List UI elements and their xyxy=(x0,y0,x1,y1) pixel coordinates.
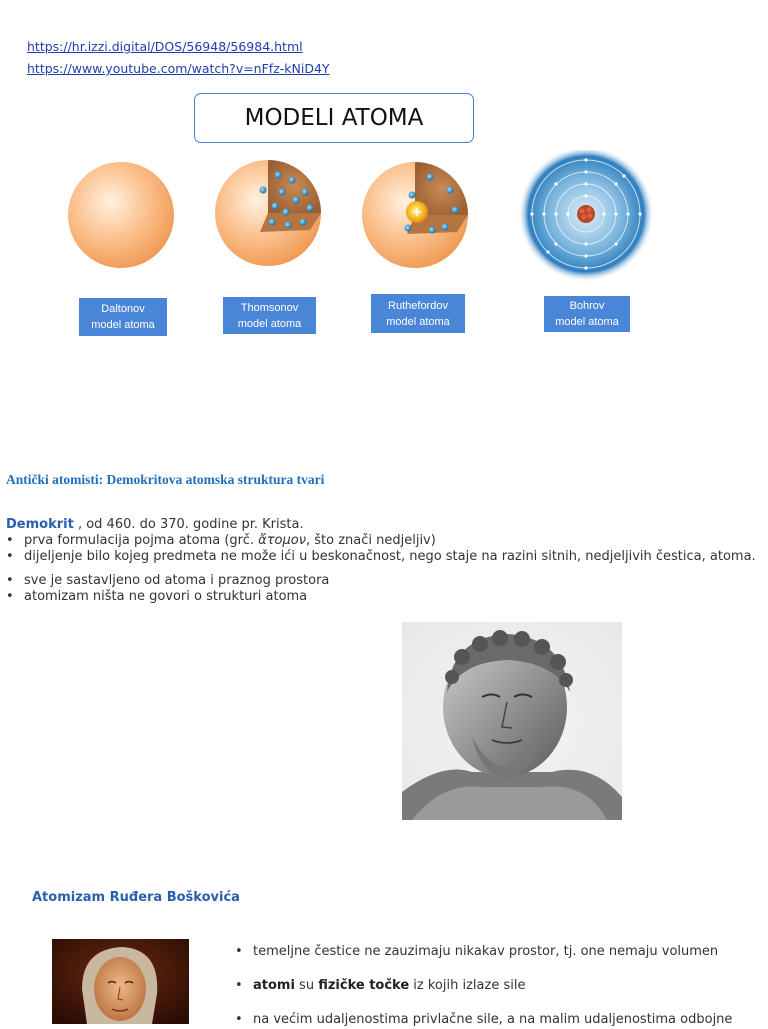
b2-post: iz kojih izlaze sile xyxy=(409,978,526,993)
list-item: • atomizam ništa ne govori o strukturi atoma xyxy=(6,589,766,605)
demokrit-intro: , od 460. do 370. godine pr. Krista. xyxy=(73,517,304,532)
list-item: • sve je sastavljeno od atoma i praznog prostora xyxy=(6,573,766,589)
thomson-label-line2: model atoma xyxy=(237,317,302,330)
section2-heading: Atomizam Ruđera Boškovića xyxy=(32,890,240,905)
demokrit-name: Demokrit xyxy=(6,517,74,532)
rutherford-label xyxy=(371,294,465,333)
page-title: MODELI ATOMA xyxy=(244,105,424,131)
rutherford-model-image xyxy=(362,162,468,268)
bohr-model-image xyxy=(518,150,654,282)
list-item xyxy=(233,977,763,995)
demokrit-bust-image xyxy=(402,622,622,820)
thomson-label xyxy=(223,297,316,334)
bohr-label xyxy=(544,296,630,332)
thomson-label-line1: Thomsonov xyxy=(240,301,299,314)
dalton-label-line2: model atoma xyxy=(91,319,155,331)
izzi-link[interactable]: https://hr.izzi.digital/DOS/56948/56984.html xyxy=(27,39,303,54)
list-item xyxy=(6,533,766,549)
boskovic-portrait-image xyxy=(52,939,189,1024)
fizicke-tocke-bold: fizičke točke xyxy=(318,978,410,993)
b1-post: , što znači nedjeljiv) xyxy=(305,533,436,548)
b1-pre: prva formulacija pojma atoma (grč. xyxy=(24,533,259,548)
b2-mid: su xyxy=(294,978,319,993)
atom-models-figure xyxy=(60,150,680,290)
atomi-bold: atomi xyxy=(253,978,295,993)
list-item: • na većim udaljenostima privlačne sile, a na malim udaljenostima odbojne xyxy=(233,1011,763,1029)
b1-greek: ἄτομον xyxy=(258,533,306,548)
thomson-model-image xyxy=(215,160,321,266)
dalton-label xyxy=(79,298,167,336)
svg-text:+: + xyxy=(411,205,423,219)
dalton-model-image xyxy=(68,162,174,268)
list-item: • dijeljenje bilo kojeg predmeta ne može ići u beskonačnost, nego staje na razini sitnih, nedjeljivih čestica, atoma. xyxy=(6,549,766,565)
bohr-label-line1: Bohrov xyxy=(569,300,605,312)
section1-heading: Antički atomisti: Demokritova atomska struktura tvari xyxy=(6,472,325,487)
title-box xyxy=(194,93,474,143)
rutherford-label-line1: Ruthefordov xyxy=(388,299,448,312)
bohr-label-line2: model atoma xyxy=(555,316,619,328)
dalton-label-line1: Daltonov xyxy=(101,303,145,315)
list-item: • temeljne čestice ne zauzimaju nikakav prostor, tj. one nemaju volumen xyxy=(233,943,763,961)
section2-list xyxy=(233,943,763,1029)
rutherford-label-line2: model atoma xyxy=(386,315,450,328)
youtube-link[interactable]: https://www.youtube.com/watch?v=nFfz-kNiD4Y xyxy=(27,61,330,76)
section1-body xyxy=(6,517,766,605)
